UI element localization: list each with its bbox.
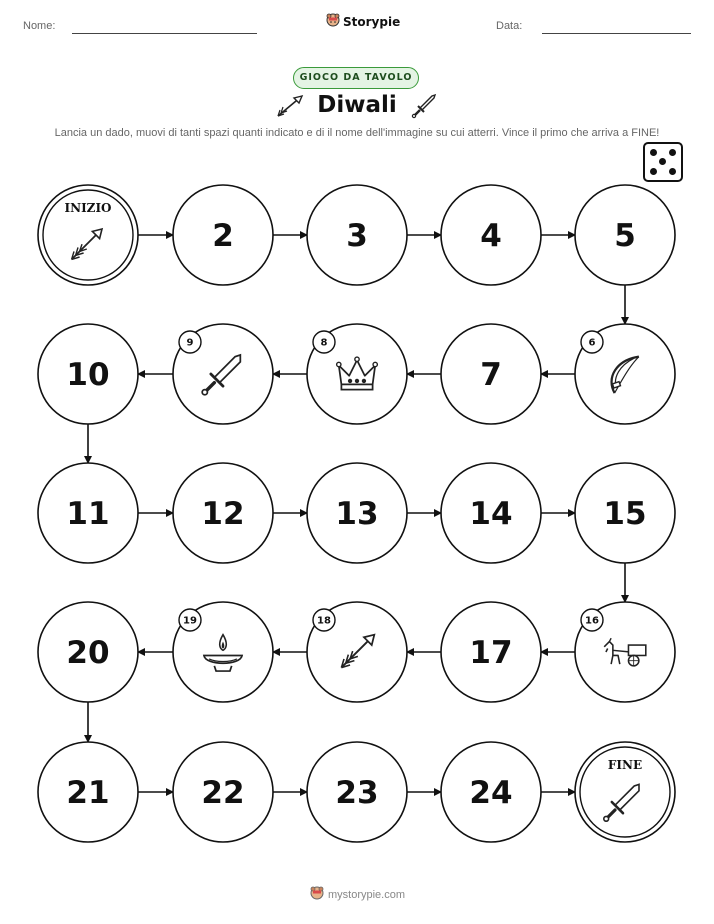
space-number: 10 xyxy=(66,357,110,393)
board-space-4 xyxy=(441,185,541,285)
brand-name: Storypie xyxy=(343,14,401,29)
finish-label: FINE xyxy=(607,758,643,772)
space-number: 5 xyxy=(614,218,636,254)
board-space-20 xyxy=(38,602,138,702)
board-space-1 xyxy=(38,185,138,285)
storypie-logo-icon xyxy=(310,886,324,903)
board-space-16 xyxy=(575,602,675,702)
space-number: 17 xyxy=(469,635,513,671)
board-space-15 xyxy=(575,463,675,563)
space-number: 11 xyxy=(66,496,110,532)
space-circle xyxy=(575,742,675,842)
space-number: 24 xyxy=(469,775,513,811)
game-title: Diwali xyxy=(317,92,397,118)
space-number: 14 xyxy=(469,496,513,532)
space-number: 18 xyxy=(317,615,331,627)
board-space-23 xyxy=(307,742,407,842)
board-space-9 xyxy=(173,324,273,424)
game-type-badge: GIOCO DA TAVOLO xyxy=(293,67,419,89)
space-number: 9 xyxy=(186,337,194,349)
space-number: 16 xyxy=(585,615,599,627)
board-space-8 xyxy=(307,324,407,424)
space-number: 12 xyxy=(201,496,245,532)
board-space-17 xyxy=(441,602,541,702)
footer-url: mystorypie.com xyxy=(328,888,406,901)
board-space-3 xyxy=(307,185,407,285)
board-space-2 xyxy=(173,185,273,285)
name-label: Nome: xyxy=(23,20,56,32)
space-number: 8 xyxy=(320,337,328,349)
space-number: 15 xyxy=(603,496,647,532)
instructions: Lancia un dado, muovi di tanti spazi quanti indicato e di il nome dell'immagine su cui atterri. Vince il primo che arriva a FINE! xyxy=(54,127,660,139)
board-space-22 xyxy=(173,742,273,842)
space-number: 2 xyxy=(212,218,234,254)
space-number: 20 xyxy=(66,635,110,671)
board-space-12 xyxy=(173,463,273,563)
space-number: 3 xyxy=(346,218,368,254)
board-space-7 xyxy=(441,324,541,424)
board-space-18 xyxy=(307,602,407,702)
space-number: 19 xyxy=(183,615,197,627)
space-number: 22 xyxy=(201,775,245,811)
date-label: Data: xyxy=(496,20,523,32)
board-space-14 xyxy=(441,463,541,563)
space-number: 23 xyxy=(335,775,379,811)
board-space-6 xyxy=(575,324,675,424)
start-label: INIZIO xyxy=(64,201,112,215)
space-number: 6 xyxy=(588,337,596,349)
space-number: 7 xyxy=(480,357,502,393)
board-space-19 xyxy=(173,602,273,702)
board-space-21 xyxy=(38,742,138,842)
board-space-5 xyxy=(575,185,675,285)
board-space-24 xyxy=(441,742,541,842)
space-number: 4 xyxy=(480,218,502,254)
space-circle xyxy=(38,185,138,285)
footer xyxy=(310,886,405,903)
board-space-25 xyxy=(575,742,675,842)
board-space-13 xyxy=(307,463,407,563)
board-space-11 xyxy=(38,463,138,563)
space-number: 21 xyxy=(66,775,110,811)
board-space-10 xyxy=(38,324,138,424)
space-number: 13 xyxy=(335,496,379,532)
